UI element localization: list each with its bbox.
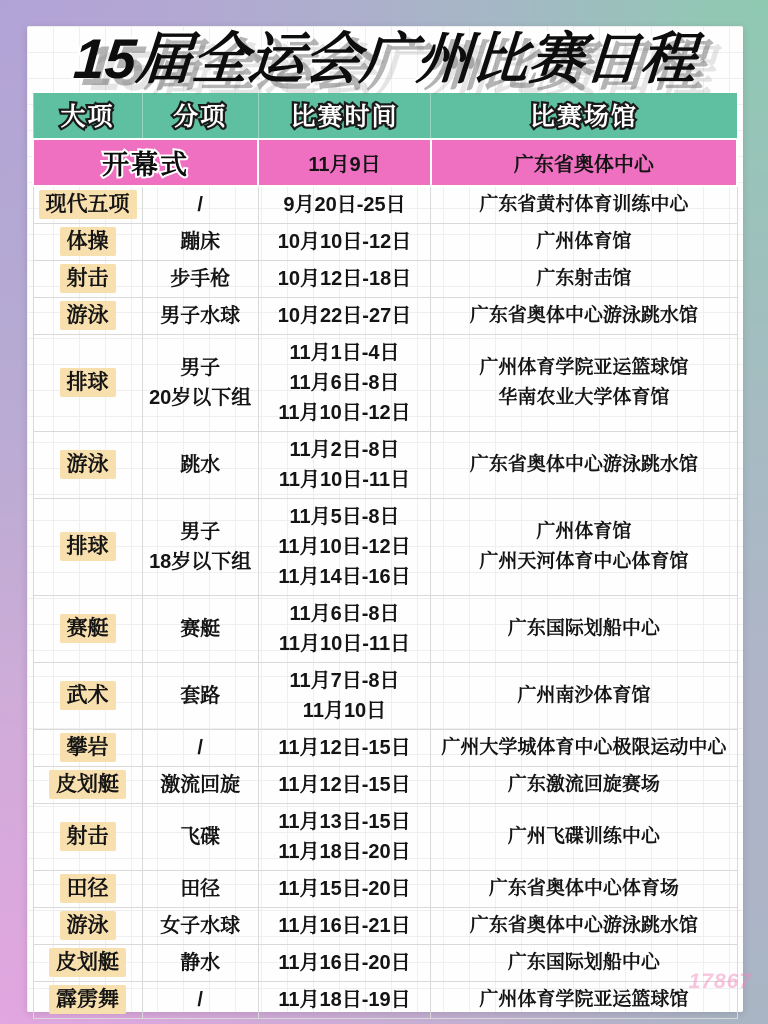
table-row <box>33 662 737 729</box>
venues-cell: 广州南沙体育馆 <box>431 662 737 729</box>
sub-event-cell: 蹦床 <box>142 223 258 260</box>
sport-highlight: 游泳 <box>60 450 116 479</box>
table-row <box>33 498 737 595</box>
table-row <box>33 223 737 260</box>
table-row <box>33 334 737 431</box>
dates-cell: 11月15日-20日 <box>258 870 430 907</box>
sport-cell <box>33 729 142 766</box>
sport-highlight: 游泳 <box>60 911 116 940</box>
sport-cell <box>33 334 142 431</box>
sport-highlight: 射击 <box>60 822 116 851</box>
venues-cell: 广东省奥体中心游泳跳水馆 <box>431 431 737 498</box>
opening-ceremony-row <box>33 139 737 186</box>
sport-cell <box>33 186 142 224</box>
venues-cell: 广州大学城体育中心极限运动中心 <box>431 729 737 766</box>
table-row <box>33 803 737 870</box>
schedule-table <box>32 92 738 1019</box>
sport-highlight: 游泳 <box>60 301 116 330</box>
header-row <box>33 93 737 139</box>
sport-highlight: 射击 <box>60 264 116 293</box>
venues-cell: 广州体育馆 广州天河体育中心体育馆 <box>431 498 737 595</box>
dates-cell: 11月13日-15日 11月18日-20日 <box>258 803 430 870</box>
watermark: 17867 <box>688 970 752 993</box>
sub-event-cell: 田径 <box>142 870 258 907</box>
column-header-time: 比赛时间 <box>258 93 430 139</box>
venues-cell: 广州体育馆 <box>431 223 737 260</box>
opening-ceremony-date: 11月9日 <box>258 139 430 186</box>
venues-cell: 广东射击馆 <box>431 260 737 297</box>
table-row <box>33 186 737 224</box>
column-header-sub-event: 分项 <box>142 93 258 139</box>
venues-cell: 广东省黄村体育训练中心 <box>431 186 737 224</box>
table-row <box>33 766 737 803</box>
sub-event-cell: 女子水球 <box>142 907 258 944</box>
table-row <box>33 907 737 944</box>
sport-cell <box>33 595 142 662</box>
venues-cell: 广州体育学院亚运篮球馆 华南农业大学体育馆 <box>431 334 737 431</box>
sport-highlight: 现代五项 <box>39 190 137 219</box>
sub-event-cell: 静水 <box>142 944 258 981</box>
sport-cell <box>33 907 142 944</box>
sport-cell <box>33 870 142 907</box>
sport-highlight: 排球 <box>60 368 116 397</box>
sport-highlight: 霹雳舞 <box>49 985 126 1014</box>
sport-highlight: 体操 <box>60 227 116 256</box>
sport-highlight: 排球 <box>60 532 116 561</box>
venues-cell: 广东省奥体中心游泳跳水馆 <box>431 297 737 334</box>
table-row <box>33 595 737 662</box>
dates-cell: 11月16日-21日 <box>258 907 430 944</box>
dates-cell: 11月1日-4日 11月6日-8日 11月10日-12日 <box>258 334 430 431</box>
sub-event-cell: 飞碟 <box>142 803 258 870</box>
sub-event-cell: 激流回旋 <box>142 766 258 803</box>
sport-cell <box>33 297 142 334</box>
sub-event-cell: 跳水 <box>142 431 258 498</box>
table-row <box>33 297 737 334</box>
sport-cell <box>33 766 142 803</box>
column-header-major-event: 大项 <box>33 93 142 139</box>
venues-cell: 广东激流回旋赛场 <box>431 766 737 803</box>
sport-cell <box>33 944 142 981</box>
opening-ceremony-venue: 广东省奥体中心 <box>431 139 737 186</box>
table-row <box>33 431 737 498</box>
dates-cell: 11月2日-8日 11月10日-11日 <box>258 431 430 498</box>
dates-cell: 9月20日-25日 <box>258 186 430 224</box>
sport-cell <box>33 981 142 1018</box>
venues-cell: 广东省奥体中心体育场 <box>431 870 737 907</box>
venues-cell: 广东国际划船中心 <box>431 944 737 981</box>
dates-cell: 10月10日-12日 <box>258 223 430 260</box>
sport-cell <box>33 803 142 870</box>
sub-event-cell: 男子水球 <box>142 297 258 334</box>
sport-cell <box>33 260 142 297</box>
dates-cell: 11月16日-20日 <box>258 944 430 981</box>
dates-cell: 11月6日-8日 11月10日-11日 <box>258 595 430 662</box>
dates-cell: 10月12日-18日 <box>258 260 430 297</box>
table-row <box>33 729 737 766</box>
dates-cell: 11月18日-19日 <box>258 981 430 1018</box>
schedule-rows <box>33 139 737 1019</box>
venues-cell: 广东国际划船中心 <box>431 595 737 662</box>
sub-event-cell: 套路 <box>142 662 258 729</box>
sport-highlight: 武术 <box>60 681 116 710</box>
table-row <box>33 870 737 907</box>
dates-cell: 11月12日-15日 <box>258 729 430 766</box>
venues-cell: 广州飞碟训练中心 <box>431 803 737 870</box>
table-row <box>33 944 737 981</box>
dates-cell: 11月12日-15日 <box>258 766 430 803</box>
table-row <box>33 981 737 1018</box>
sport-cell <box>33 431 142 498</box>
venues-cell: 广州体育学院亚运篮球馆 <box>431 981 737 1018</box>
sport-highlight: 皮划艇 <box>49 948 126 977</box>
sub-event-cell: 赛艇 <box>142 595 258 662</box>
sub-event-cell: 男子 20岁以下组 <box>142 334 258 431</box>
venues-cell: 广东省奥体中心游泳跳水馆 <box>431 907 737 944</box>
sport-highlight: 田径 <box>60 874 116 903</box>
sub-event-cell: 男子 18岁以下组 <box>142 498 258 595</box>
sport-highlight: 皮划艇 <box>49 770 126 799</box>
sub-event-cell: / <box>142 186 258 224</box>
table-row <box>33 260 737 297</box>
dates-cell: 11月7日-8日 11月10日 <box>258 662 430 729</box>
dates-cell: 10月22日-27日 <box>258 297 430 334</box>
opening-ceremony-cell <box>33 139 258 186</box>
sport-cell <box>33 498 142 595</box>
sub-event-cell: 步手枪 <box>142 260 258 297</box>
page-title: 15届全运会广州比赛日程 <box>71 27 699 90</box>
sport-cell <box>33 223 142 260</box>
opening-ceremony-label: 开幕式 <box>102 149 190 180</box>
sub-event-cell: / <box>142 729 258 766</box>
schedule-card <box>27 26 743 1012</box>
sport-highlight: 赛艇 <box>60 614 116 643</box>
sub-event-cell: / <box>142 981 258 1018</box>
sport-cell <box>33 662 142 729</box>
sport-highlight: 攀岩 <box>60 733 116 762</box>
column-header-venue: 比赛场馆 <box>431 93 737 139</box>
dates-cell: 11月5日-8日 11月10日-12日 11月14日-16日 <box>258 498 430 595</box>
